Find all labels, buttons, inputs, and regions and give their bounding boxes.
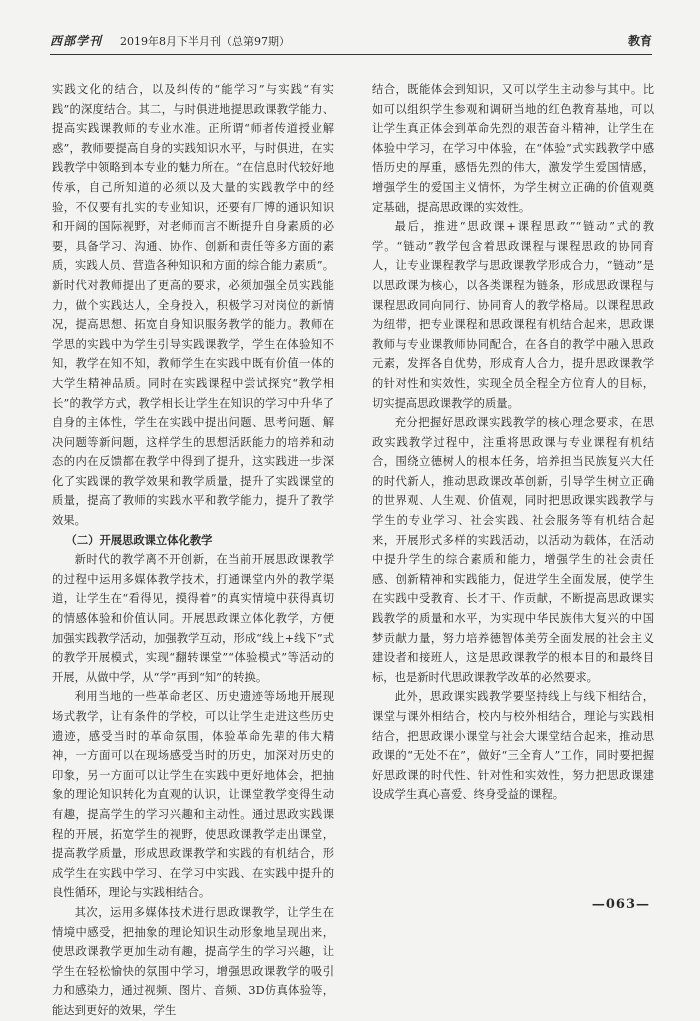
issue-info: 2019年8月下半月刊（总第97期） (120, 35, 290, 48)
running-header (50, 28, 652, 55)
section-label: 教育 (627, 34, 652, 48)
right-column (372, 80, 654, 805)
body-paragraph: 结合，既能体会到知识，又可以学生主动参与其中。比如可以组织学生参观和调研当地的红色教育基地，可以让学生真正体会到革命先烈的艰苦奋斗精神，让学生在体验中学习，在学习中体验，在“体验”式实践教学中感悟历史的厚重，感悟先烈的伟大，激发学生爱国情感，增强学生的爱国主义情怀，为学生树立正确的价值观奠定基础，提高思政课的实效性。 (372, 83, 654, 214)
body-paragraph: 充分把握好思政课实践教学的核心理念要求，在思政实践教学过程中，注重将思政课与专业课程有机结合，围绕立德树人的根本任务，培养担当民族复兴大任的时代新人，推动思政课改革创新，引导学生树立正确的世界观、人生观、价值观，同时把思政课实践教学与学生的专业学习、社会实践、社会服务等有机结合起来，开展形式多样的实践活动，以活动为载体，在活动中提升学生的综合素质和能力，增强学生的社会责任感、创新精神和实践能力，促进学生全面发展，使学生在实践中受教育、长才干、作贡献，不断提高思政课实践教学的质量和水平，为实现中华民族伟大复兴的中国梦贡献力量，努力培养德智体美劳全面发展的社会主义建设者和接班人，这是思政课教学的根本目的和最终目标，也是新时代思政课教学改革的必然要求。 (372, 416, 654, 684)
body-paragraph: 实践文化的结合，以及纠传的“能学习”与实践“有实践”的深度结合。其二，与时俱进地提思政课教学能力、提高实践课教师的专业水准。正所谓“师者传道授业解惑”，教师要提高自身的实践知识水平，与时俱进，在实践教学中领略到本专业的魅力所在。“在信息时代较好地传承，自己所知道的必须以及大量的实践教学中的经验，不仅要有扎实的专业知识，还要有厂博的通识知识和开阔的国际视野，对老师而言不断提升自身素质的必要，具备学习、沟通、协作、创新和责任等多方面的素质，实践人员、营造各种知识和方面的综合能力素质”。新时代对教师提出了更高的要求，必须加强全员实践能力，做个实践达人，全身投入，积极学习对岗位的新情况，提高思想、拓宽自身知识服务教学的能力。教师在学思的实践中为学生引导实践课教学，学生在体验知不知，教学在知不知，教师学生在实践中既有价值一体的大学生精神品质。同时在实践课程中尝试探究“教学相长”的教学方式，教学相长让学生在知识的学习中升华了自身的主体性，学生在实践中提出问题、思考问题、解决问题等新问题，这样学生的思想活跃能力的培养和动态的内在反馈都在教学中得到了提升，这实践进一步深化了实践课的教学效果和教学质量，提升了实践课堂的质量，提高了教师的实践水平和教学能力，提升了教学效果。 (52, 83, 334, 528)
body-paragraph: 利用当地的一些革命老区、历史遗迹等场地开展现场式教学，让有条件的学校，可以让学生走进这些历史遗迹，感受当时的革命氛围，体验革命先辈的伟大精神，一方面可以在现场感受当时的历史，加深对历史的印象，另一方面可以让学生在实践中更好地体会，把抽象的理论知识转化为直观的认识，让课堂教学变得生动有趣，提高学生的学习兴趣和主动性。通过思政实践课程的开展，拓宽学生的视野，使思政课教学走出课堂，提高教学质量，形成思政课教学和实践的有机结合，形成学生在实践中学习、在学习中实践、在实践中提升的良性循环，理论与实践相结合。 (52, 690, 334, 900)
body-paragraph: 最后，推进“思政课+课程思政”“链动”式的教学。“链动”教学包含着思政课程与课程思政的协同育人，让专业课程教学与思政课教学形成合力，“链动”是以思政课为核心，以各类课程为链条，形成思政课程与课程思政同向同行、协同育人的教学格局。以课程思政为纽带，把专业课程和思政课程有机结合起来，思政课教师与专业课教师协同配合，在各自的教学中融入思政元素，发挥各自优势，形成育人合力，提升思政课教学的针对性和实效性，实现全员全程全方位育人的目标，切实提高思政课教学的质量。 (372, 220, 654, 410)
page-number: —063— (591, 897, 650, 912)
body-paragraph: 新时代的教学离不开创新，在当前开展思政课教学的过程中运用多媒体教学技术，打通课堂内外的教学渠道，让学生在“看得见，摸得着”的真实情境中获得真切的情感体验和价值认同。开展思政课立体化教学，方便加强实践教学活动，加强教学互动，形成“线上+线下”式的教学开展模式，实现“翻转课堂”“体验模式”等活动的开展，从做中学，从“学”再到“知”的转换。 (52, 553, 334, 684)
section-subheading: （二）开展思政课立体化教学 (65, 532, 213, 547)
body-paragraph: 其次，运用多媒体技术进行思政课教学，让学生在情境中感受，把抽象的理论知识生动形象地呈现出来，使思政课教学更加生动有趣，提高学生的学习兴趣，让学生在轻松愉快的氛围中学习，增强思政课教学的吸引力和感染力，通过视频、图片、音频、3D仿真体验等，能达到更好的效果，学生 (52, 905, 334, 1017)
journal-name: 西部学刊 (50, 34, 103, 48)
body-paragraph: 此外，思政课实践教学要坚持线上与线下相结合，课堂与课外相结合，校内与校外相结合，理论与实践相结合，把思政课小课堂与社会大课堂结合起来，推动思政课的“无处不在”，做好“三全育人”工作，同时要把握好思政课的时代性、针对性和实效性，努力把思政课建设成学生真心喜爱、终身受益的课程。 (372, 690, 654, 802)
left-column (52, 80, 334, 1021)
